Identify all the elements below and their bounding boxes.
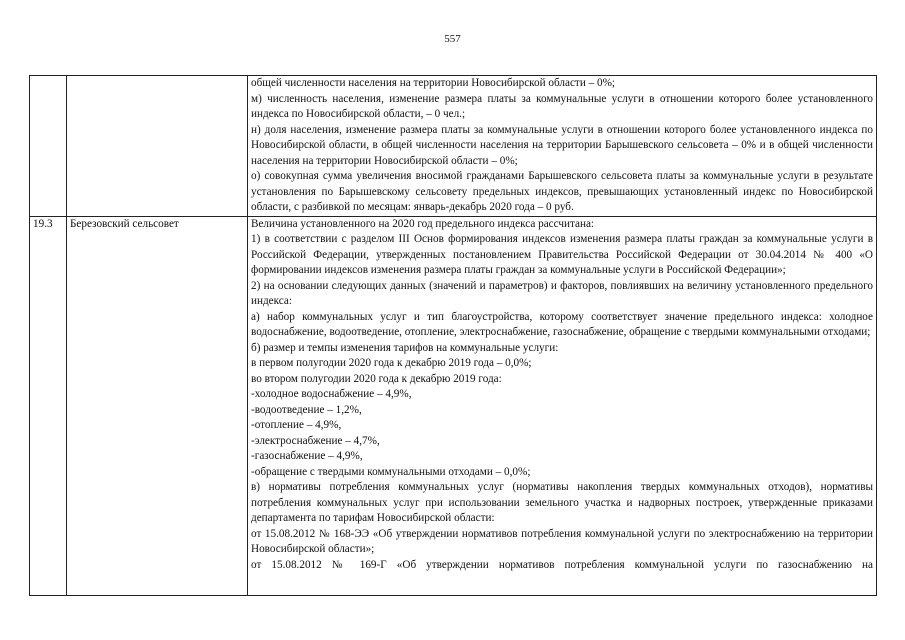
row-name-cell	[67, 76, 248, 217]
table-row	[30, 76, 877, 217]
paragraph: б) размер и темпы изменения тарифов на коммунальные услуги:	[251, 341, 559, 354]
paragraph: -водоотведение – 1,2%,	[251, 403, 362, 416]
paragraph: м) численность населения, изменение размера платы за коммунальные услуги в отношении которого более установленного индекса по Новосибирской области, – 0 чел.;	[251, 92, 873, 120]
paragraph: Величина установленного на 2020 год предельного индекса рассчитана:	[251, 217, 595, 230]
paragraph: во втором полугодии 2020 года к декабрю 2019 года:	[251, 372, 502, 385]
paragraph: -холодное водоснабжение – 4,9%,	[251, 388, 412, 400]
row-description-cell	[248, 216, 877, 595]
row-number-cell: 19.3	[30, 216, 67, 595]
paragraph: о) совокупная сумма увеличения вносимой гражданами Барышевского сельсовета платы за коммунальные услуги в результате установления по Барышевскому сельсовету предельных индексов, превышающих установленный индекс по Новосибирской области, с разбивкой по месяцам: январь-декабрь 2020 года – 0 руб.	[251, 170, 873, 213]
row-name-cell: Березовский сельсовет	[67, 216, 248, 595]
paragraph: 1) в соответствии с разделом III Основ формирования индексов изменения размера платы граждан за коммунальные услуги в Российской Федерации, утвержденных постановлением Правительства Российской Федерации от 30.04.2014 № 400 «О формировании индексов изменения размера платы граждан за коммунальные услуги в Российской Федерации»;	[251, 233, 873, 276]
paragraph: -отопление – 4,9%,	[251, 419, 342, 431]
paragraph: в первом полугодии 2020 года к декабрю 2019 года – 0,0%;	[251, 357, 532, 369]
paragraph: от 15.08.2012 № 168-ЭЭ «Об утверждении нормативов потребления коммунальной услуги по электроснабжению на территории Новосибирской области»;	[251, 527, 873, 555]
paragraph: от 15.08.2012 № 169-Г «Об утверждении нормативов потребления коммунальной услуги по газоснабжению на	[251, 558, 873, 571]
document-table	[29, 75, 877, 596]
paragraph: н) доля населения, изменение размера платы за коммунальные услуги в отношении которого более установленного индекса по Новосибирской области, в общей численности населения на территории Барышевского сельсовета – 0% и в общей численности населения на территории Новосибирской области – 0%;	[251, 123, 873, 167]
paragraph: -электроснабжение – 4,7%,	[251, 434, 380, 447]
paragraph: а) набор коммунальных услуг и тип благоустройства, которому соответствует значение предельного индекса: холодное водоснабжение, водоотведение, отопление, электроснабжение, газоснабжение, обращение с твердыми коммунальными отходами;	[251, 310, 873, 338]
page-number: 557	[444, 33, 461, 45]
paragraph: в) нормативы потребления коммунальных услуг (нормативы накопления твердых коммунальных отходов), нормативы потребления коммунальных услуг при использовании земельного участка и надворных построек, утвержденные приказами департамента по тарифам Новосибирской области:	[251, 481, 873, 524]
paragraph: общей численности населения на территории Новосибирской области – 0%;	[251, 77, 616, 89]
paragraph: -обращение с твердыми коммунальными отходами – 0,0%;	[251, 465, 531, 478]
table-row	[30, 216, 877, 595]
paragraph: -газоснабжение – 4,9%,	[251, 450, 363, 462]
paragraph: 2) на основании следующих данных (значений и параметров) и факторов, повлиявших на величину установленного предельного индекса:	[251, 279, 873, 307]
row-description-cell	[248, 76, 877, 217]
description-content	[251, 217, 873, 595]
row-number-cell	[30, 76, 67, 217]
